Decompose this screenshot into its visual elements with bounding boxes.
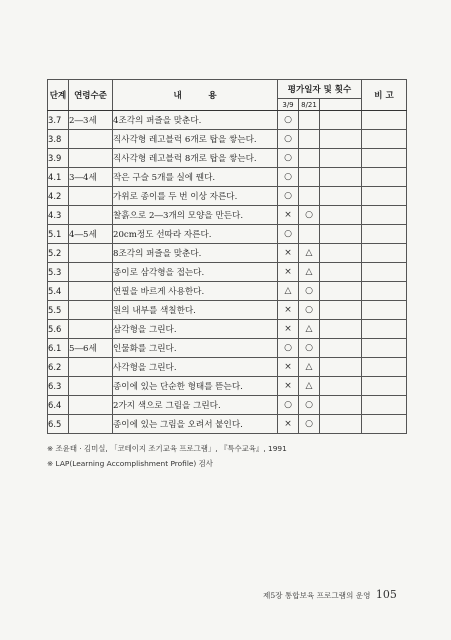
header-date-2: 8/21: [299, 99, 320, 111]
row-age: [69, 263, 113, 282]
row-eval-3: [320, 415, 362, 434]
row-eval-2: ○: [299, 339, 320, 358]
row-eval-3: [320, 396, 362, 415]
row-eval-2: [299, 225, 320, 244]
row-age: [69, 187, 113, 206]
row-eval-1: ○: [278, 130, 299, 149]
row-note: [362, 282, 407, 301]
row-code: 6.3: [48, 377, 69, 396]
row-code: 6.2: [48, 358, 69, 377]
row-content: 작은 구슬 5개를 실에 꿴다.: [113, 168, 278, 187]
table-row: [48, 168, 407, 187]
row-content: 8조각의 퍼즐을 맞춘다.: [113, 244, 278, 263]
row-note: [362, 225, 407, 244]
table-row: [48, 187, 407, 206]
row-age: [69, 282, 113, 301]
row-content: 삼각형을 그린다.: [113, 320, 278, 339]
header-eval: 평가일자 및 횟수: [278, 80, 362, 99]
row-eval-2: ○: [299, 206, 320, 225]
row-code: 3.9: [48, 149, 69, 168]
row-eval-1: ○: [278, 396, 299, 415]
page-footer: [263, 588, 397, 601]
row-eval-3: [320, 130, 362, 149]
row-eval-1: ○: [278, 111, 299, 130]
table-row: [48, 339, 407, 358]
row-eval-2: ○: [299, 301, 320, 320]
header-date-1: 3/9: [278, 99, 299, 111]
row-note: [362, 339, 407, 358]
row-content: 직사각형 레고블럭 6개로 탑을 쌓는다.: [113, 130, 278, 149]
row-content: 직사각형 레고블럭 8개로 탑을 쌓는다.: [113, 149, 278, 168]
header-age: 연령수준: [69, 80, 113, 111]
row-eval-2: [299, 149, 320, 168]
table-row: [48, 320, 407, 339]
row-content: 원의 내부를 색칠한다.: [113, 301, 278, 320]
table-row: [48, 244, 407, 263]
row-eval-3: [320, 187, 362, 206]
row-note: [362, 320, 407, 339]
row-eval-3: [320, 206, 362, 225]
row-age: [69, 358, 113, 377]
row-code: 4.3: [48, 206, 69, 225]
row-eval-1: ×: [278, 206, 299, 225]
row-content: 인물화를 그린다.: [113, 339, 278, 358]
row-note: [362, 149, 407, 168]
row-note: [362, 358, 407, 377]
row-eval-1: ×: [278, 320, 299, 339]
row-eval-2: ○: [299, 396, 320, 415]
row-eval-3: [320, 339, 362, 358]
row-eval-1: ×: [278, 415, 299, 434]
footnote-source: ※ 조윤태 · 김미실, 「코테이지 조기교육 프로그램」, 『특수교육』, 1991: [47, 444, 287, 453]
page-number: 105: [375, 588, 397, 601]
row-age: [69, 130, 113, 149]
row-content: 종이에 있는 그림을 오려서 붙인다.: [113, 415, 278, 434]
row-eval-2: [299, 111, 320, 130]
evaluation-table: [47, 79, 407, 434]
row-eval-3: [320, 320, 362, 339]
header-note: 비 고: [362, 80, 407, 111]
row-content: 2가지 색으로 그림을 그린다.: [113, 396, 278, 415]
row-code: 5.1: [48, 225, 69, 244]
row-eval-1: ×: [278, 358, 299, 377]
row-eval-1: ×: [278, 301, 299, 320]
row-age: [69, 301, 113, 320]
table-row: [48, 396, 407, 415]
row-eval-1: ×: [278, 244, 299, 263]
row-eval-3: [320, 149, 362, 168]
row-note: [362, 377, 407, 396]
row-eval-2: △: [299, 263, 320, 282]
header-code: 단계: [48, 80, 69, 111]
table-row: [48, 415, 407, 434]
row-code: 3.8: [48, 130, 69, 149]
row-content: 연필을 바르게 사용한다.: [113, 282, 278, 301]
row-note: [362, 301, 407, 320]
row-eval-2: △: [299, 244, 320, 263]
row-note: [362, 263, 407, 282]
table-row: [48, 301, 407, 320]
row-note: [362, 244, 407, 263]
row-eval-1: ○: [278, 339, 299, 358]
row-code: 5.4: [48, 282, 69, 301]
row-note: [362, 111, 407, 130]
row-age: [69, 396, 113, 415]
row-eval-3: [320, 377, 362, 396]
footnotes: [47, 441, 287, 471]
header-content: 내 용: [113, 80, 278, 111]
row-eval-3: [320, 282, 362, 301]
row-note: [362, 187, 407, 206]
row-content: 찰흙으로 2―3개의 모양을 만든다.: [113, 206, 278, 225]
row-content: 사각형을 그린다.: [113, 358, 278, 377]
row-eval-1: ○: [278, 187, 299, 206]
row-age: [69, 377, 113, 396]
row-age: 4―5세: [69, 225, 113, 244]
row-note: [362, 396, 407, 415]
row-eval-1: ×: [278, 263, 299, 282]
row-note: [362, 168, 407, 187]
row-code: 3.7: [48, 111, 69, 130]
row-age: 3―4세: [69, 168, 113, 187]
row-age: 2―3세: [69, 111, 113, 130]
table-header: [48, 80, 407, 111]
row-age: 5―6세: [69, 339, 113, 358]
chapter-title: 제5장 통합보육 프로그램의 운영: [263, 591, 371, 600]
table-row: [48, 358, 407, 377]
table-row: [48, 111, 407, 130]
row-age: [69, 149, 113, 168]
table-row: [48, 149, 407, 168]
row-eval-1: △: [278, 282, 299, 301]
row-eval-1: ×: [278, 377, 299, 396]
table-row: [48, 282, 407, 301]
row-eval-3: [320, 358, 362, 377]
row-age: [69, 206, 113, 225]
row-eval-2: ○: [299, 282, 320, 301]
row-code: 5.5: [48, 301, 69, 320]
row-age: [69, 244, 113, 263]
row-code: 5.2: [48, 244, 69, 263]
row-code: 5.6: [48, 320, 69, 339]
row-content: 가위로 종이를 두 번 이상 자른다.: [113, 187, 278, 206]
row-note: [362, 415, 407, 434]
row-note: [362, 206, 407, 225]
row-code: 4.2: [48, 187, 69, 206]
row-eval-3: [320, 225, 362, 244]
table-row: [48, 225, 407, 244]
row-age: [69, 415, 113, 434]
row-code: 4.1: [48, 168, 69, 187]
header-date-3: [320, 99, 362, 111]
row-eval-2: [299, 168, 320, 187]
row-eval-2: [299, 130, 320, 149]
row-eval-1: ○: [278, 225, 299, 244]
table-row: [48, 377, 407, 396]
row-eval-3: [320, 301, 362, 320]
row-eval-3: [320, 263, 362, 282]
table-row: [48, 263, 407, 282]
row-content: 종이에 있는 단순한 형태를 뜯는다.: [113, 377, 278, 396]
table-body: [48, 111, 407, 434]
row-eval-1: ○: [278, 149, 299, 168]
row-note: [362, 130, 407, 149]
row-eval-2: [299, 187, 320, 206]
row-eval-2: △: [299, 377, 320, 396]
row-code: 6.4: [48, 396, 69, 415]
row-content: 종이로 삼각형을 접는다.: [113, 263, 278, 282]
row-code: 6.1: [48, 339, 69, 358]
table-row: [48, 206, 407, 225]
row-age: [69, 320, 113, 339]
row-eval-2: ○: [299, 415, 320, 434]
row-content: 4조각의 퍼즐을 맞춘다.: [113, 111, 278, 130]
row-eval-2: △: [299, 358, 320, 377]
table-row: [48, 130, 407, 149]
row-eval-3: [320, 244, 362, 263]
row-eval-1: ○: [278, 168, 299, 187]
row-content: 20cm정도 선따라 자른다.: [113, 225, 278, 244]
row-code: 6.5: [48, 415, 69, 434]
row-eval-3: [320, 111, 362, 130]
row-eval-3: [320, 168, 362, 187]
row-code: 5.3: [48, 263, 69, 282]
footnote-lap: ※ LAP(Learning Accomplishment Profile) 검사: [47, 459, 213, 468]
row-eval-2: △: [299, 320, 320, 339]
